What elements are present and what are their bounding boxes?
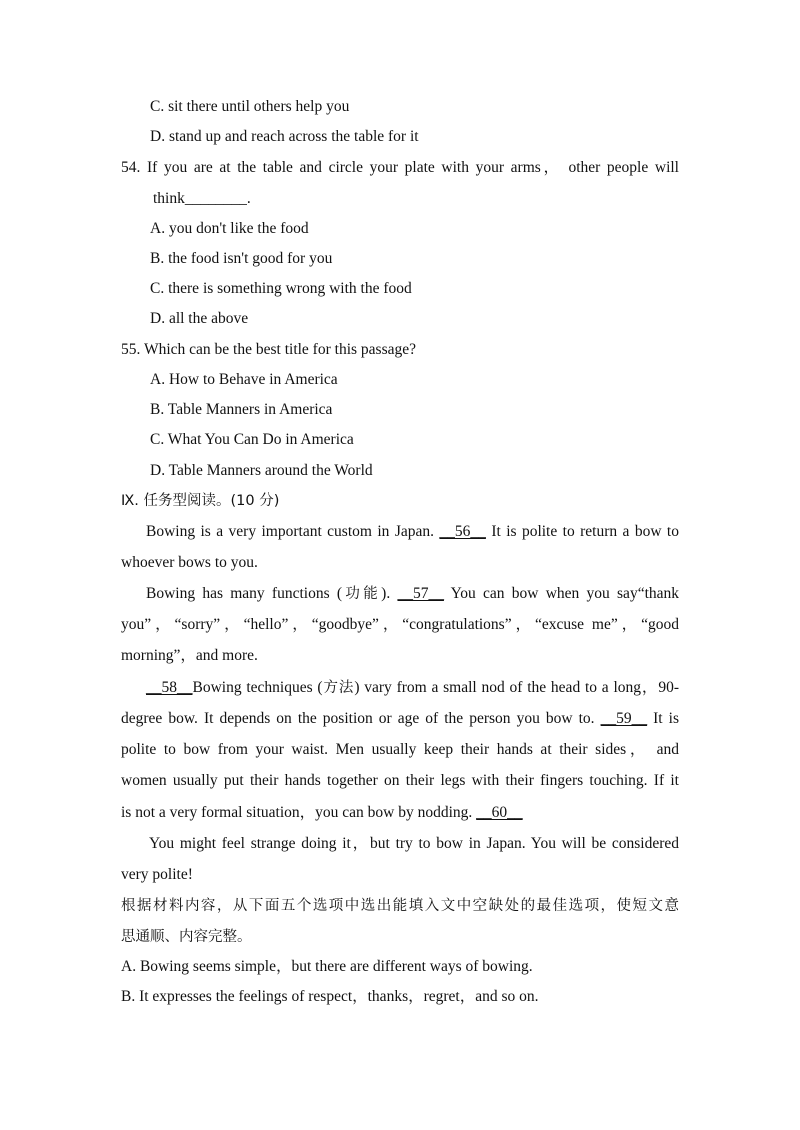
q54-stem-line2: think________.	[153, 190, 251, 207]
paragraph-2-line-3: morning”，and more.	[121, 647, 258, 664]
paragraph-3-line-5: is not a very formal situation，you can bow by nodding. __60__	[121, 804, 523, 821]
paragraph-2-line-2: you”，“sorry”，“hello”，“goodbye”，“congratulations”，“excuse me”，“good	[121, 616, 679, 633]
paragraph-1-line-1: Bowing is a very important custom in Japan. __56__ It is polite to return a bow to	[146, 523, 679, 540]
paragraph-4-line-2: very polite!	[121, 866, 193, 883]
q55-option-c: C. What You Can Do in America	[150, 431, 354, 448]
q54-stem-line1: 54. If you are at the table and circle your plate with your arms， other people will	[121, 159, 679, 176]
q55-option-b: B. Table Manners in America	[150, 401, 333, 418]
paragraph-2-line-1: Bowing has many functions (功能). __57__ You can bow when you say“thank	[146, 585, 680, 602]
task-option-a: A. Bowing seems simple，but there are different ways of bowing.	[121, 958, 533, 975]
q53-option-c: C. sit there until others help you	[150, 98, 350, 115]
paragraph-3-line-2: degree bow. It depends on the position or age of the person you bow to. __59__ It is	[121, 710, 679, 727]
q54-option-d: D. all the above	[150, 310, 249, 327]
paragraph-3-line-3: polite to bow from your waist. Men usually keep their hands at their sides， and	[121, 741, 679, 758]
q54-option-c: C. there is something wrong with the food	[150, 280, 412, 297]
paragraph-3-line-4: women usually put their hands together on their legs with their fingers touching. If it	[121, 772, 679, 789]
q54-option-b: B. the food isn't good for you	[150, 250, 333, 267]
paragraph-3-line-1: __58__Bowing techniques (方法) vary from a small nod of the head to a long，90-	[146, 679, 679, 696]
blank-60: __60__	[476, 804, 523, 821]
paragraph-1-line-2: whoever bows to you.	[121, 554, 258, 571]
section-heading: Ⅸ. 任务型阅读。(10 分)	[121, 493, 280, 509]
instruction-line-1: 根据材料内容，从下面五个选项中选出能填入文中空缺处的最佳选项，使短文意	[121, 898, 679, 914]
q54-option-a: A. you don't like the food	[150, 220, 309, 237]
blank-56: __56__	[439, 523, 486, 540]
instruction-line-2: 思通顺、内容完整。	[121, 929, 252, 945]
q55-option-a: A. How to Behave in America	[150, 371, 338, 388]
q53-option-d: D. stand up and reach across the table for it	[150, 128, 419, 145]
q55-option-d: D. Table Manners around the World	[150, 462, 373, 479]
blank-59: __59__	[600, 710, 648, 727]
task-option-b: B. It expresses the feelings of respect，thanks，regret，and so on.	[121, 988, 539, 1005]
blank-57: __57__	[397, 585, 444, 602]
blank-58: __58__	[146, 679, 193, 696]
q55-stem: 55. Which can be the best title for this passage?	[121, 341, 416, 358]
paragraph-4-line-1: You might feel strange doing it，but try to bow in Japan. You will be considered	[149, 835, 679, 852]
